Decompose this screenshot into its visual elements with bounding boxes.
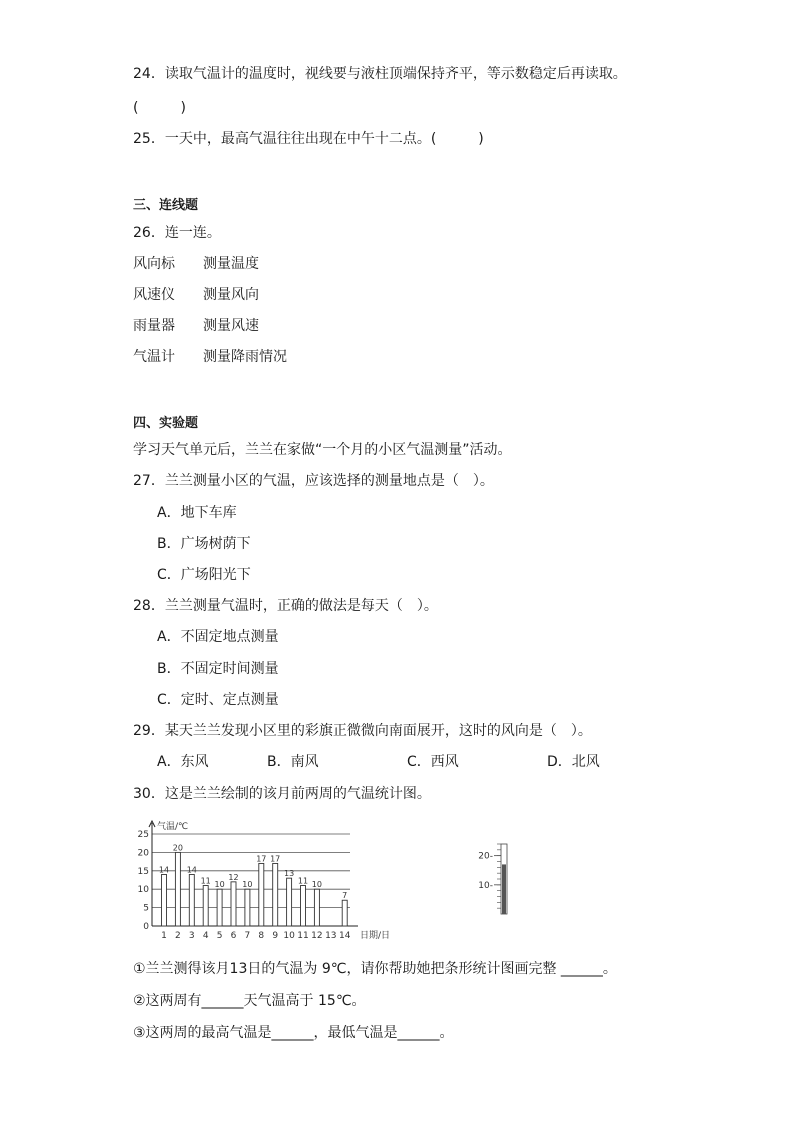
y-tick-label: 15 — [137, 866, 149, 877]
bar — [342, 900, 347, 926]
data-label: 20 — [172, 843, 183, 853]
q29-option-c[interactable]: C．西风 — [407, 754, 459, 770]
x-tick-label: 7 — [244, 931, 251, 941]
match-left-1[interactable]: 风向标 — [133, 256, 175, 272]
data-label: 10 — [311, 880, 322, 890]
q29-text: 29．某天兰兰发现小区里的彩旗正微微向南面展开，这时的风向是（ ）。 — [133, 723, 592, 739]
x-tick-label: 4 — [202, 931, 209, 941]
q28-option-c[interactable]: C．定时、定点测量 — [157, 692, 279, 708]
section4-intro: 学习天气单元后，兰兰在家做“一个月的小区气温测量”活动。 — [133, 442, 512, 458]
y-tick-label: 20 — [137, 848, 149, 859]
thermometer-label: 10- — [478, 880, 493, 891]
q30-text: 30．这是兰兰绘制的该月前两周的气温统计图。 — [133, 786, 431, 802]
bar — [203, 886, 208, 926]
y-tick-label: 25 — [137, 830, 149, 840]
thermometer-label: 20- — [478, 851, 493, 862]
bar — [189, 874, 194, 926]
x-tick-label: 5 — [216, 931, 223, 941]
data-label: 10 — [214, 880, 225, 890]
data-label: 17 — [270, 854, 281, 864]
q28-option-b[interactable]: B．不固定时间测量 — [157, 661, 279, 677]
q30-sub2: ②这两周有______天气温高于 15℃。 — [133, 993, 366, 1009]
y-axis-label: 气温/℃ — [157, 822, 189, 832]
data-label: 17 — [256, 854, 267, 864]
bar — [231, 882, 236, 926]
q28-option-a[interactable]: A．不固定地点测量 — [157, 629, 279, 645]
bar — [175, 852, 180, 926]
x-axis-label: 日期/日 — [360, 931, 391, 941]
x-tick-label: 11 — [297, 931, 309, 941]
temperature-bar-chart — [128, 815, 398, 945]
data-label: 14 — [186, 865, 197, 875]
q28-text: 28．兰兰测量气温时，正确的做法是每天（ ）。 — [133, 598, 438, 614]
q29-option-a[interactable]: A．东风 — [157, 754, 209, 770]
bar — [314, 889, 319, 926]
x-tick-label: 9 — [272, 931, 279, 941]
bar — [259, 863, 264, 926]
q25-text: 25．一天中，最高气温往往出现在中午十二点。( ) — [133, 131, 484, 147]
bar — [301, 886, 306, 926]
q26-text: 26．连一连。 — [133, 225, 221, 241]
x-tick-label: 14 — [338, 931, 351, 941]
data-label: 7 — [342, 891, 348, 901]
q29-option-b[interactable]: B．南风 — [267, 754, 319, 770]
data-label: 13 — [284, 869, 295, 879]
match-right-1[interactable]: 测量温度 — [203, 256, 259, 272]
thermometer-figure — [468, 838, 518, 920]
q24-answer-blank[interactable]: ( ) — [133, 100, 186, 116]
y-tick-label: 10 — [137, 885, 149, 896]
data-label: 10 — [242, 880, 253, 890]
q29-option-d[interactable]: D．北风 — [547, 754, 600, 770]
x-tick-label: 10 — [283, 931, 295, 941]
data-label: 11 — [200, 876, 211, 886]
q27-option-c[interactable]: C．广场阳光下 — [157, 567, 251, 583]
x-tick-label: 1 — [161, 931, 167, 941]
q30-sub3: ③这两周的最高气温是______，最低气温是______。 — [133, 1025, 454, 1041]
bar — [245, 889, 250, 926]
q27-option-a[interactable]: A．地下车库 — [157, 505, 237, 521]
x-tick-label: 13 — [325, 931, 337, 941]
x-tick-label: 6 — [230, 931, 237, 941]
y-tick-label: 5 — [143, 903, 149, 914]
data-label: 12 — [228, 872, 239, 882]
bar — [273, 863, 278, 926]
data-label: 11 — [297, 876, 309, 886]
x-tick-label: 2 — [175, 931, 181, 941]
q24-text: 24．读取气温计的温度时，视线要与液柱顶端保持齐平，等示数稳定后再读取。 — [133, 66, 627, 82]
thermometer-liquid — [502, 864, 506, 914]
x-tick-label: 3 — [188, 931, 195, 941]
bar — [217, 889, 222, 926]
match-left-2[interactable]: 风速仪 — [133, 287, 175, 303]
bar — [162, 874, 167, 926]
q27-option-b[interactable]: B．广场树荫下 — [157, 536, 251, 552]
q27-text: 27．兰兰测量小区的气温，应该选择的测量地点是（ ）。 — [133, 473, 494, 489]
bar — [287, 878, 292, 926]
data-label: 14 — [158, 865, 170, 875]
match-right-4[interactable]: 测量降雨情况 — [203, 349, 287, 365]
q30-sub1: ①兰兰测得该月13日的气温为 9℃，请你帮助她把条形统计图画完整 ______。 — [133, 961, 617, 977]
match-right-3[interactable]: 测量风速 — [203, 318, 259, 334]
x-tick-label: 12 — [311, 931, 323, 941]
match-right-2[interactable]: 测量风向 — [203, 287, 259, 303]
x-tick-label: 8 — [258, 931, 265, 941]
y-tick-label: 0 — [143, 922, 149, 932]
match-left-4[interactable]: 气温计 — [133, 349, 175, 365]
match-left-3[interactable]: 雨量器 — [133, 318, 175, 334]
section4-title: 四、实验题 — [133, 416, 199, 431]
section3-title: 三、连线题 — [133, 198, 199, 213]
